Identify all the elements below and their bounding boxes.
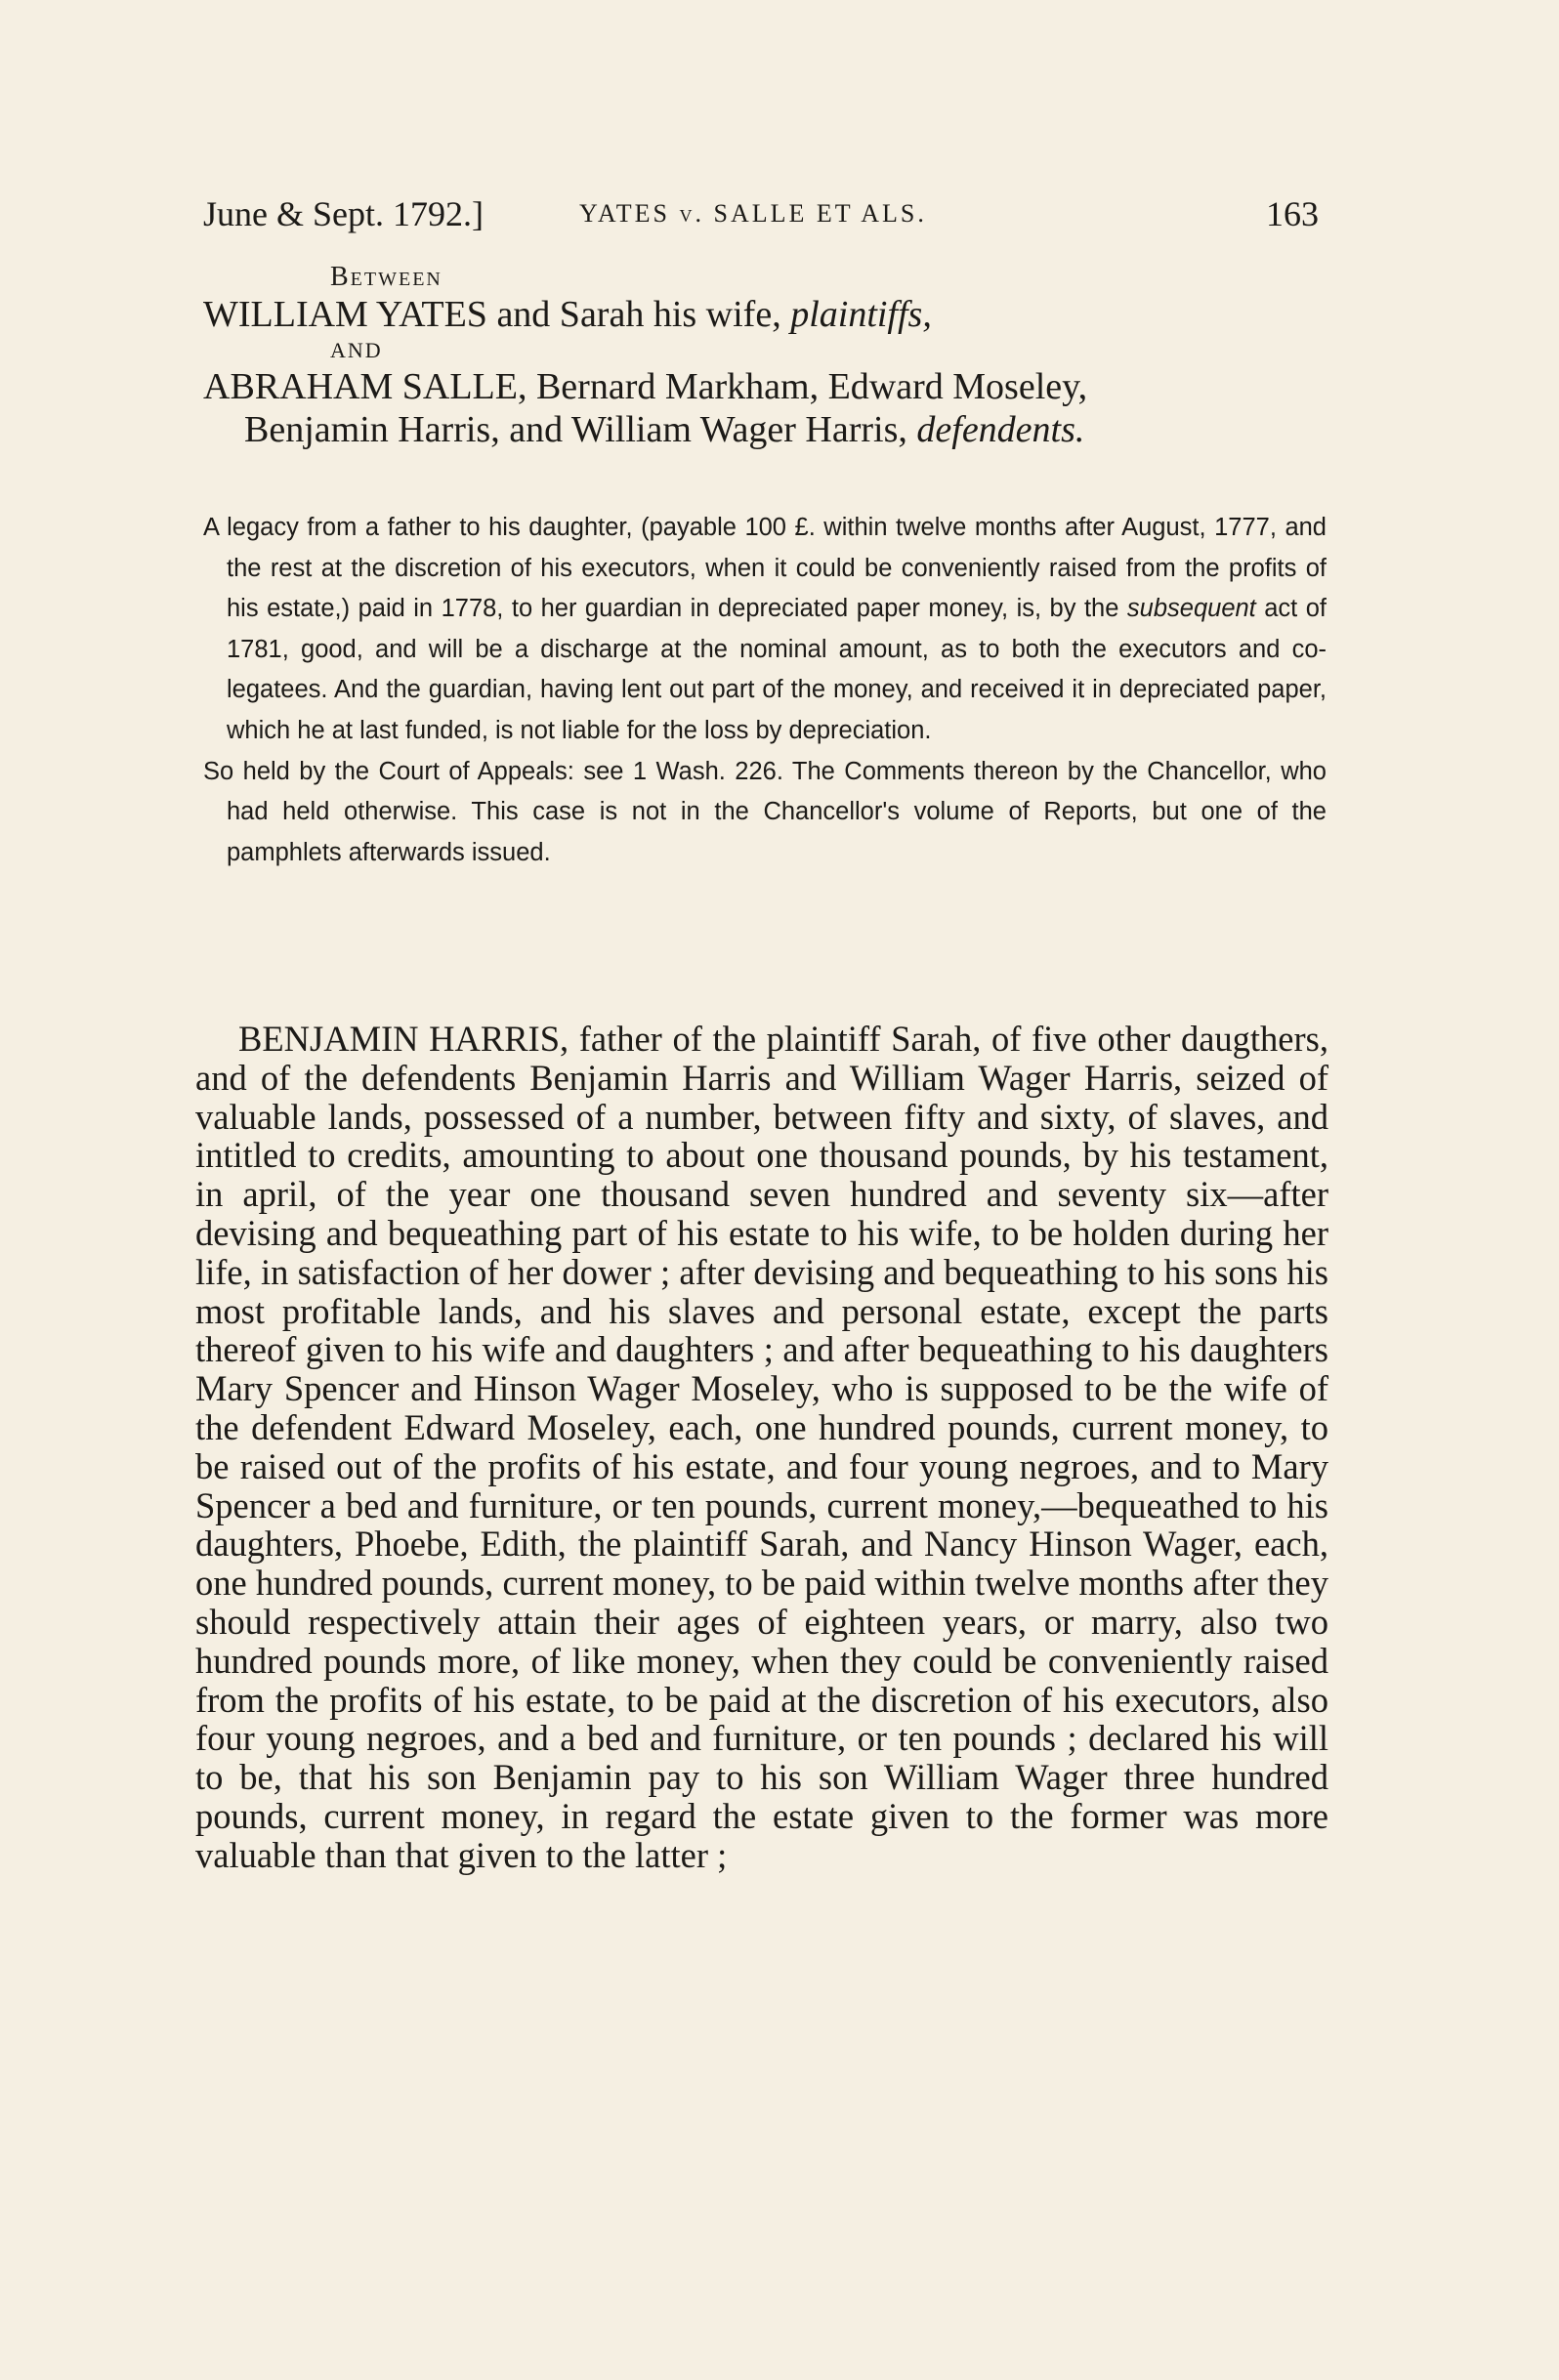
headnote-paragraph-2: So held by the Court of Appeals: see 1 Wash. 226. The Comments thereon by the Chancellor, who had held otherwise. This case is not in the Chancellor's volume of Reports, but one of the pamphlets afterwards issued. xyxy=(203,757,1327,866)
headnote-p1-italic: subsequent xyxy=(1126,595,1256,623)
headnote-paragraph-1 xyxy=(203,508,1327,752)
headnote-p1-part1: A legacy from a father to his daughter, (payable 100 £. within twelve months after August, 1777, and the rest at the discretion of his executors, when it could be conveniently raised from the profits of his estate,) paid in 1778, to her guardian in depreciated paper money, is, by the xyxy=(203,514,1327,623)
headnote-p1-part2: act of 1781, good, and will be a discharge at the nominal amount, as to both the executors and co-legatees. And the guardian, having lent out part of the money, and received it in depreciated paper, which he at last funded, is not liable for the loss by depreciation. xyxy=(227,595,1327,744)
plaintiffs-names: WILLIAM YATES and Sarah his wife, xyxy=(203,294,781,335)
header-case-title: YATES v. SALLE ET ALS. xyxy=(579,199,927,228)
defendents-role: defendents. xyxy=(916,409,1085,450)
defendents-line-1: ABRAHAM SALLE, Bernard Markham, Edward Moseley, xyxy=(203,366,1088,407)
defendents-line-2 xyxy=(244,408,1327,451)
header-date: June & Sept. 1792.] xyxy=(203,194,484,233)
opinion-paragraph: BENJAMIN HARRIS, father of the plaintiff Sarah, of five other daugthers, and of the defendents Benjamin Harris and William Wager Harris, seized of valuable lands, possessed of a number, between fifty and sixty, of slaves, and intitled to credits, amounting to about one thousand pounds, by his testament, in april, of the year one thousand seven hundred and seventy six—after devising and bequeathing part of his estate to his wife, to be holden during her life, in satisfaction of her dower ; after devising and bequeathing to his sons his most profitable lands, and his slaves and personal estate, except the parts thereof given to his wife and daughters ; and after bequeathing to his daughters Mary Spencer and Hinson Wager Moseley, who is supposed to be the wife of the defendent Edward Moseley, each, one hundred pounds, current money, to be raised out of the profits of his estate, and four young negroes, and to Mary Spencer a bed and furniture, or ten pounds, current money,—bequeathed to his daughters, Phoebe, Edith, the plaintiff Sarah, and Nancy Hinson Wager, each, one hundred pounds, current money, to be paid within twelve months after they should respectively attain their ages of eighteen years, or marry, also two hundred pounds more, of like money, when they could be conveniently raised from the profits of his estate, to be paid at the discretion of his executors, also four young negroes, and a bed and furniture, or ten pounds ; declared his will to be, that his son Benjamin pay to his son William Wager three hundred pounds, current money, in regard the estate given to the former was more valuable than that given to the latter ; xyxy=(195,1019,1328,1875)
page-number: 163 xyxy=(1266,194,1319,233)
opinion-body xyxy=(195,1020,1328,1875)
case-caption xyxy=(203,262,1327,451)
plaintiffs-line xyxy=(203,293,1327,336)
caption-between: Between xyxy=(330,262,442,292)
plaintiffs-role: plaintiffs, xyxy=(790,294,932,335)
running-header xyxy=(203,193,1327,242)
caption-and: AND xyxy=(330,338,383,362)
defendents-names: Benjamin Harris, and William Wager Harris, xyxy=(244,409,907,450)
headnote xyxy=(203,508,1327,873)
